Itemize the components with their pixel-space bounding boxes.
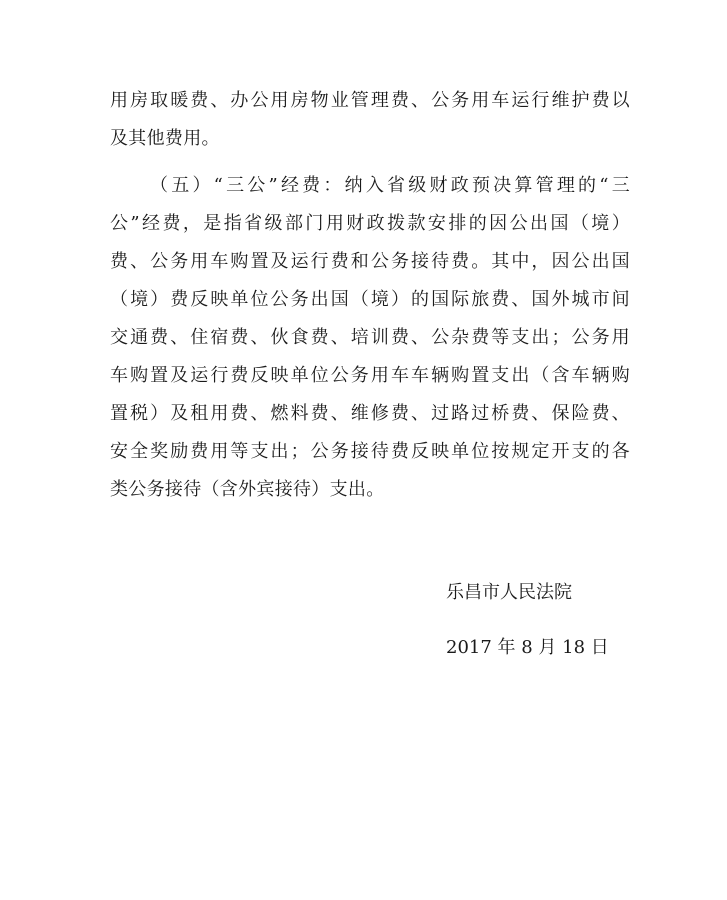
paragraph-line: 安全奖励费用等支出；公务接待费反映单位按规定开支的各	[110, 441, 630, 462]
paragraph-line: 公”经费，是指省级部门用财政拨款安排的因公出国（境）	[110, 213, 630, 234]
paragraph-line: 置税）及租用费、燃料费、维修费、过路过桥费、保险费、	[110, 403, 630, 424]
paragraph-line: 车购置及运行费反映单位公务用车车辆购置支出（含车辆购	[110, 365, 630, 386]
paragraph-line: 用房取暖费、办公用房物业管理费、公务用车运行维护费以	[110, 90, 630, 111]
paragraph-line: （五）“三公”经费：纳入省级财政预决算管理的“三	[150, 175, 630, 196]
paragraph-line: 交通费、住宿费、伙食费、培训费、公杂费等支出；公务用	[110, 327, 630, 348]
paragraph-gap	[110, 158, 630, 167]
paragraph-line: 类公务接待（含外宾接待）支出。	[110, 479, 385, 500]
document-body	[110, 82, 630, 509]
paragraph-line: 及其他费用。	[110, 128, 220, 149]
paragraph-line: 费、公务用车购置及运行费和公务接待费。其中，因公出国	[110, 251, 630, 272]
issuer-signature: 乐昌市人民法院	[446, 582, 572, 603]
paragraph-line: （境）费反映单位公务出国（境）的国际旅费、国外城市间	[110, 289, 630, 310]
issue-date: 2017 年 8 月 18 日	[446, 637, 609, 658]
